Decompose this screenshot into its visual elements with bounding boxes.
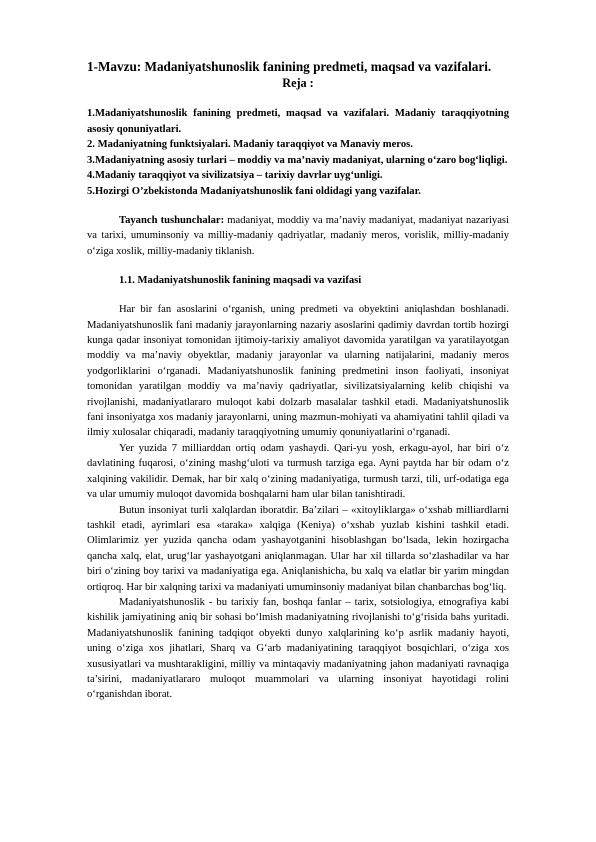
body-paragraph: Butun insoniyat turli xalqlardan iboratdir. Ba’zilari – «xitoyliklarga» o‘xshab milliardlarni tashkil etadi, ayrimlari esa «taraka» xalqiga (Keniya) o‘xshab yuzlab kishini tashkil etadi. Olimlarimiz yer yuzida qancha odam yashayotganini hisoblashgan bo‘lsada, lekin hozirgacha qancha xalq, elat, urug‘lar yashayotgani aniqlanmagan. Ular har xil tillarda so‘zlashadilar va har biri o‘zining boy tarixi va madaniyatiga ega. Aniqlanishicha, bu xalq va elatlar bir yarim mingdan ortiqroq. Har bir xalqning tarixi va madaniyati umuminsoniy madaniyat bilan chanbarchas bog‘liq. (87, 504, 509, 593)
keywords-label: Tayanch tushunchalar: (119, 215, 225, 226)
plan-item: 1.Madaniyatshunoslik fanining predmeti, maqsad va vazifalari. Madaniy taraqqiyotning asosiy qonuniyatlari. (87, 108, 509, 135)
plan-list (87, 106, 509, 199)
plan-item: 2. Madaniyatning funktsiyalari. Madaniy taraqqiyot va Manaviy meros. (87, 139, 413, 150)
keywords-paragraph (87, 213, 509, 259)
plan-item: 5.Hozirgi O’zbekistonda Madaniyatshunoslik fani oldidagi yang vazifalar. (87, 185, 421, 197)
body-paragraph: Madaniyatshunoslik - bu tarixiy fan, boshqa fanlar – tarix, sotsiologiya, etnografiya kabi kishilik jamiyatining aniq bir sohasi bo‘lmish madaniyatning rivojlanishi to‘g‘risida bahs yuritadi. Madaniyatshunoslik fanining tadqiqot obyekti dunyo xalqlarining ko‘p asrlik madaniy hayoti, uning o‘ziga xos jihatlari, Sharq va G‘arb madaniyatining taraqqiyot bosqichlari, o‘ziga xos xususiyatlari va mushtarakligini, milliy va mintaqaviy madaniyatning jahon madaniyati ravnaqiga ta’sirini, madaniyatlararo muloqot muammolari va ularning insoniyat hayotidagi rolini o‘rganishdan iborat. (87, 596, 509, 701)
plan-item: 4.Madaniy taraqqiyot va sivilizatsiya – tarixiy davrlar uyg‘unligi. (87, 170, 383, 181)
document-page (87, 58, 509, 703)
body-paragraph: Yer yuzida 7 milliarddan ortiq odam yashaydi. Qari-yu yosh, erkagu-ayol, har biri o‘z davlatining fuqarosi, o‘zining mashg‘uloti va turmush tarziga ega. Ayni paytda har bir odam o‘z xalqining vakilidir. Demak, har bir xalq o‘zining madaniyatiga, turmush tarzi, tili, urf-odatiga ega va ular umumiy muloqot davomida boshqalarni ham ular bilan tanishtiradi. (87, 442, 509, 501)
keywords-text: madaniyat, moddiy va ma’naviy madaniyat, madaniyat nazariyasi va tarixi, umuminsoniy va milliy-madaniy qadriyatlar, madaniy meros, vorislik, milliy-madaniy o‘ziga xoslik, milliy-madaniy tiklanish. (87, 215, 509, 257)
plan-item: 3.Madaniyatning asosiy turlari – moddiy va ma’naviy madaniyat, ularning o‘zaro bog‘liqligi. (87, 154, 508, 166)
body-paragraph: Har bir fan asoslarini o‘rganish, uning predmeti va obyektini aniqlashdan boshlanadi. Madaniyatshunoslik fani madaniy jarayonlarning nazariy asoslarini qadimiy davrdan tortib hozirgi kunga qadar insoniyat tomonidan ijtimoiy-tarixiy amaliyot davomida yaratilgan va yaratilayotgan moddiy va ma’naviy obyektlar, madaniy jarayonlar va ularning natijalarini, madaniy meros yodgorliklarini o‘rganadi. Madaniyatshunoslik fanining predmetini inson faoliyati, insoniyat tomonidan yaratilgan moddiy va ma’naviy qadriyatlar, sivilizatsiyalarning kelib chiqishi va rivojlanishi, madaniyatlararo muloqot kabi dolzarb masalalar tashkil etadi. Madaniyatshunoslik fani insoniyatga xos madaniy jarayonlarni, uning mazmun-mohiyati va ahamiyatini tahlil qiladi va ilmiy xulosalar chiqaradi, madaniy taraqqiyotning umumiy qonuniyatlarini o‘rganadi. (87, 304, 509, 439)
document-title: 1-Mavzu: Madaniyatshunoslik fanining predmeti, maqsad va vazifalari. (87, 59, 492, 74)
section-heading: 1.1. Madaniyatshunoslik fanining maqsadi va vazifasi (119, 275, 362, 287)
plan-heading: Reja : (282, 76, 314, 90)
